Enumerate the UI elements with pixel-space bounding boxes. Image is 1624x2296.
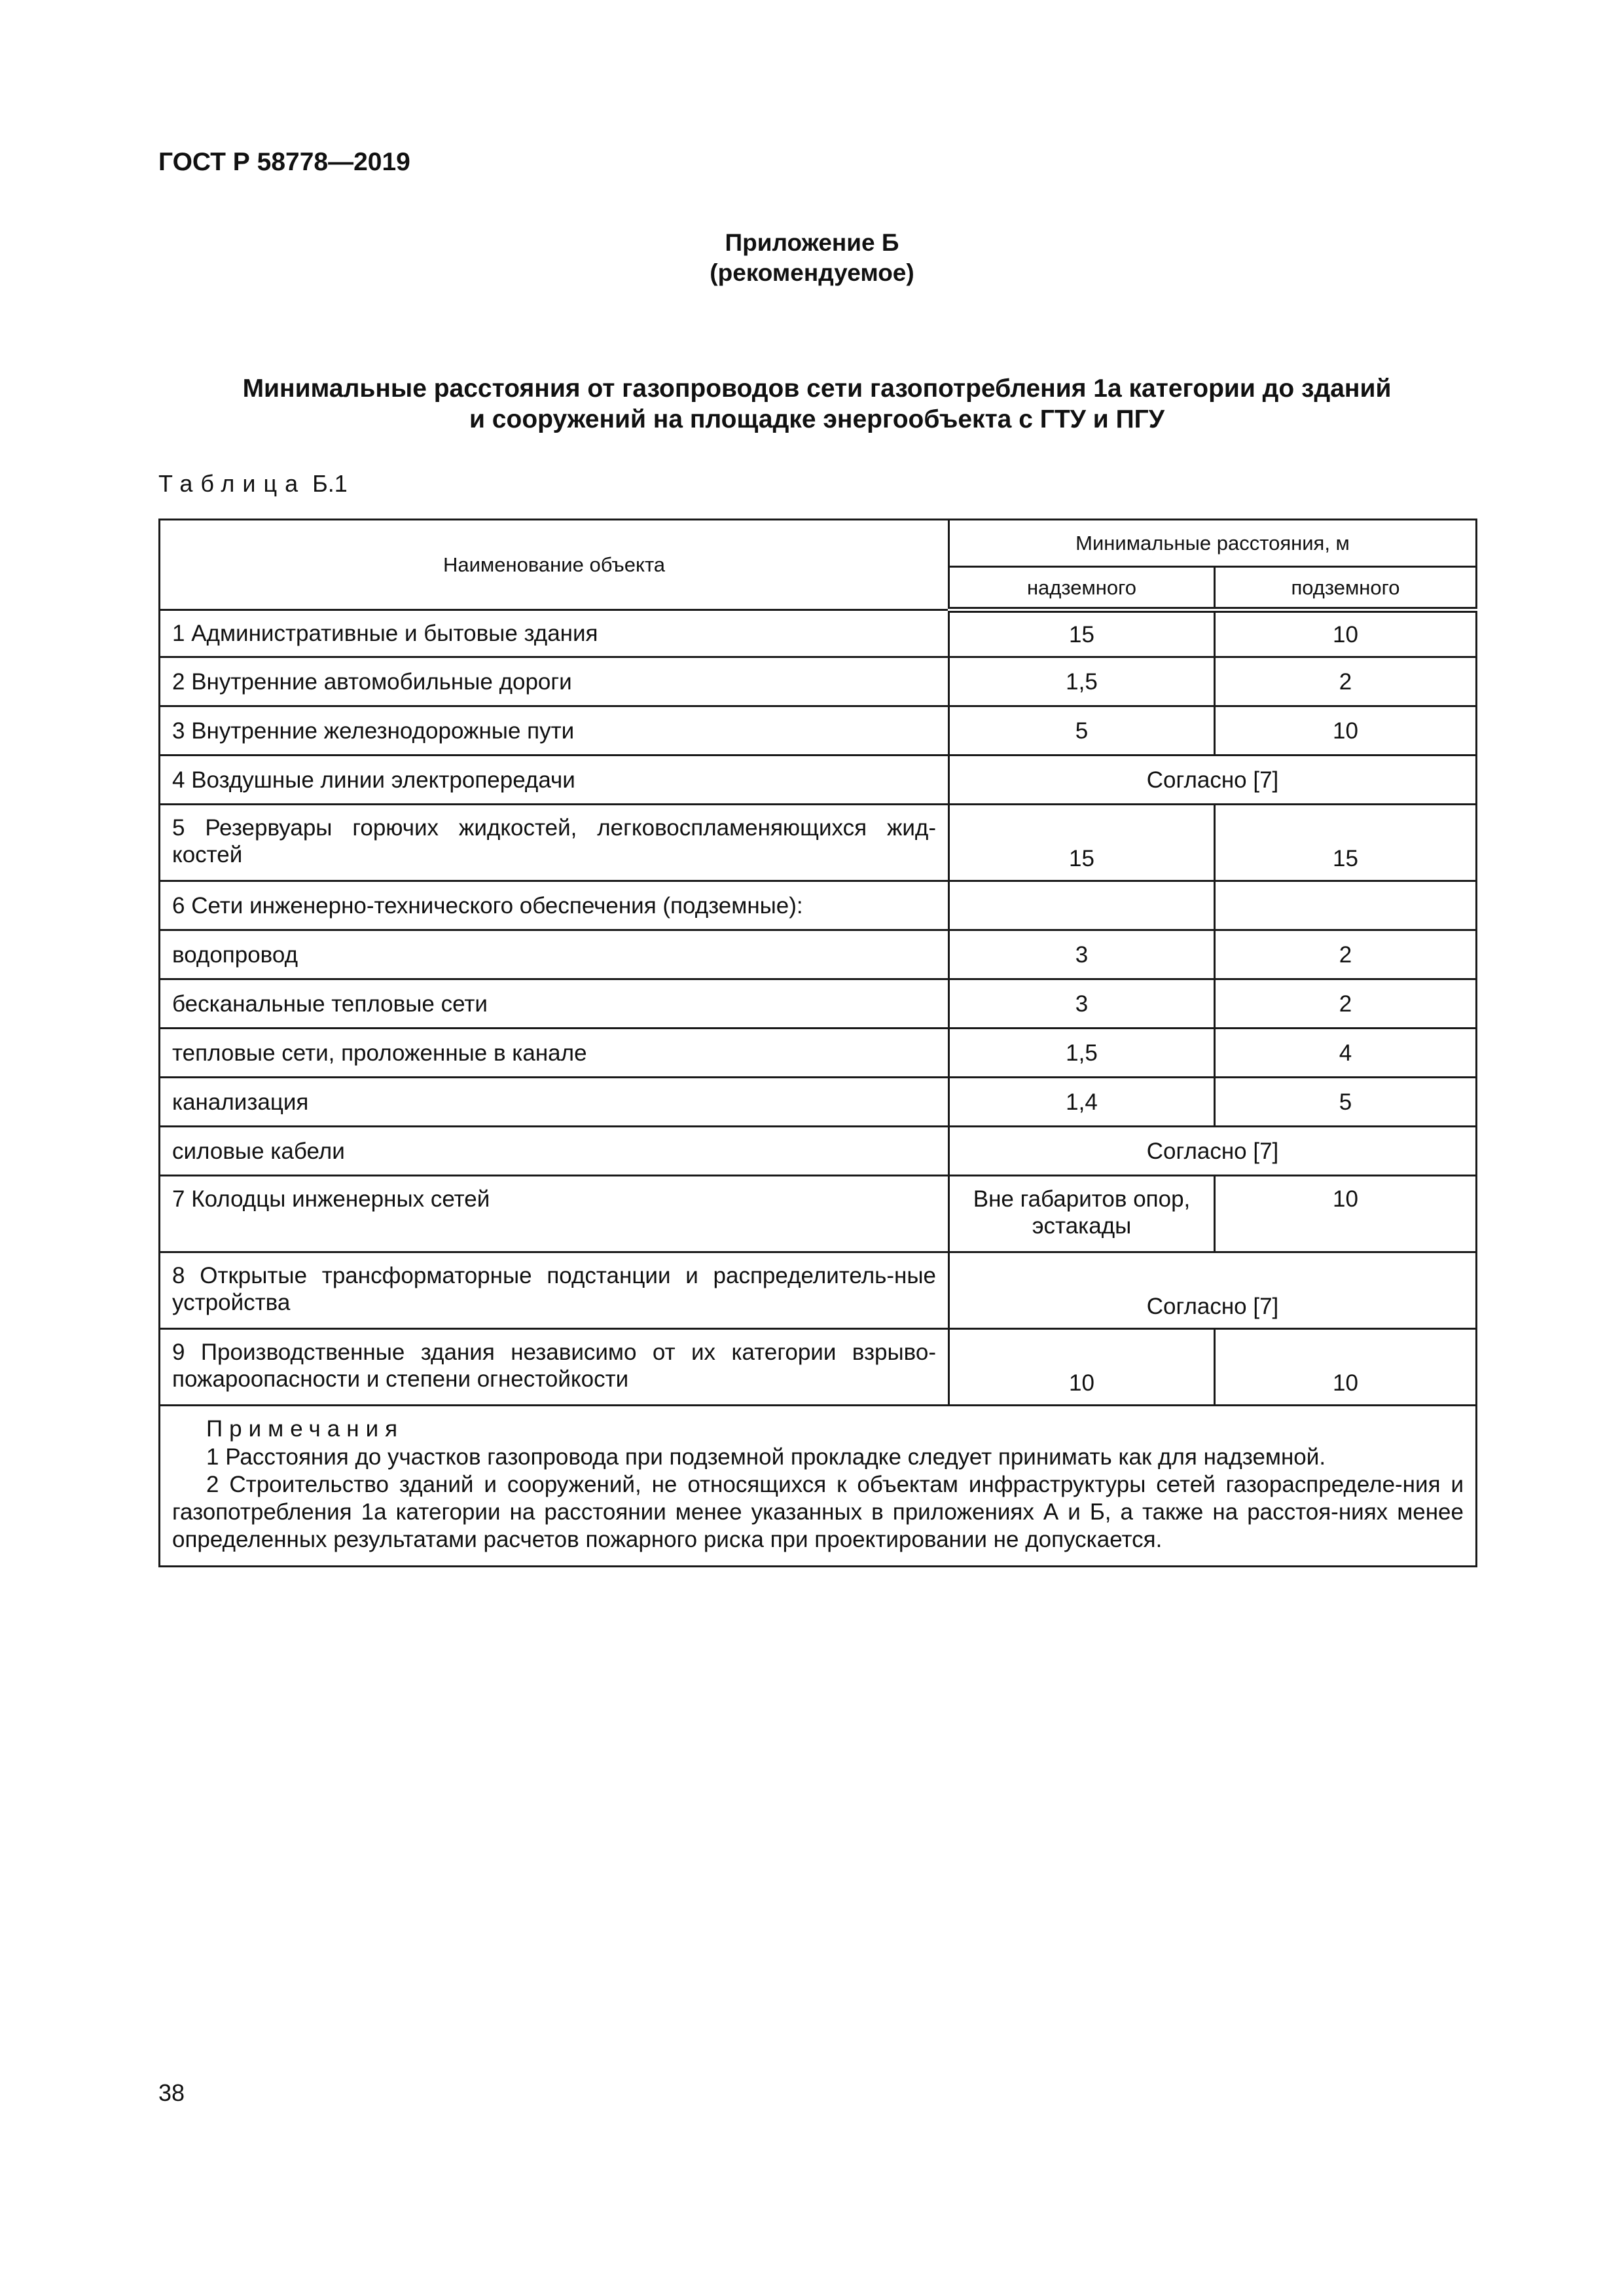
row-above: 3 (949, 979, 1215, 1029)
table-row (160, 1176, 1477, 1252)
distances-table (158, 519, 1477, 1567)
table-row (160, 979, 1477, 1029)
document-code: ГОСТ Р 58778—2019 (158, 148, 410, 176)
header-object-name: Наименование объекта (160, 520, 949, 610)
row-below: 4 (1215, 1029, 1477, 1078)
row-below: 2 (1215, 657, 1477, 706)
notes-title (206, 1415, 1464, 1442)
table-title (158, 373, 1475, 435)
row-below: 2 (1215, 979, 1477, 1029)
row-below: 10 (1215, 610, 1477, 657)
row-above: 1,5 (949, 1029, 1215, 1078)
row-merged-value: Согласно [7] (949, 756, 1477, 805)
row-above: Вне габаритов опор, эстакады (949, 1176, 1215, 1252)
notes (160, 1406, 1477, 1567)
header-above-ground: надземного (949, 567, 1215, 610)
row-below: 10 (1215, 706, 1477, 756)
row-below: 15 (1215, 805, 1477, 881)
row-above: 15 (949, 805, 1215, 881)
row-above: 5 (949, 706, 1215, 756)
row-object: 5 Резервуары горючих жидкостей, легковоспламеняющихся жид-костей (160, 805, 949, 881)
table-row (160, 1078, 1477, 1127)
table-row (160, 805, 1477, 881)
row-above: 1,5 (949, 657, 1215, 706)
row-object: водопровод (160, 930, 949, 979)
notes-title-text: Примечания (206, 1416, 405, 1442)
table-row (160, 881, 1477, 930)
table-title-line-1: Минимальные расстояния от газопроводов сети газопотребления 1а категории до зданий (242, 374, 1392, 403)
row-below: 2 (1215, 930, 1477, 979)
row-object: 1 Административные и бытовые здания (160, 610, 949, 657)
table-row (160, 756, 1477, 805)
row-merged-value: Согласно [7] (949, 1252, 1477, 1329)
row-object: 7 Колодцы инженерных сетей (160, 1176, 949, 1252)
row-object: 3 Внутренние железнодорожные пути (160, 706, 949, 756)
row-above: 10 (949, 1329, 1215, 1406)
table-row (160, 1029, 1477, 1078)
table-caption-number: Б.1 (312, 470, 348, 497)
annex-heading (0, 228, 1624, 288)
row-below: 10 (1215, 1329, 1477, 1406)
row-above (949, 881, 1215, 930)
table-row (160, 610, 1477, 657)
header-below-ground: подземного (1215, 567, 1477, 610)
table-row (160, 1127, 1477, 1176)
table-row (160, 930, 1477, 979)
header-min-distances: Минимальные расстояния, м (949, 520, 1477, 567)
row-object: 4 Воздушные линии электропередачи (160, 756, 949, 805)
row-above: 3 (949, 930, 1215, 979)
table-row (160, 1329, 1477, 1406)
header-row-1 (160, 520, 1477, 567)
table-title-line-2: и сооружений на площадке энергообъекта с ГТУ и ПГУ (469, 405, 1164, 433)
row-object: канализация (160, 1078, 949, 1127)
row-object: силовые кабели (160, 1127, 949, 1176)
row-below (1215, 881, 1477, 930)
row-object: тепловые сети, проложенные в канале (160, 1029, 949, 1078)
table-caption-word: Таблица (158, 470, 306, 497)
row-object: 2 Внутренние автомобильные дороги (160, 657, 949, 706)
row-object: 8 Открытые трансформаторные подстанции и распределитель-ные устройства (160, 1252, 949, 1329)
note-item: 1 Расстояния до участков газопровода при подземной прокладке следует принимать как для надземной. (206, 1444, 1326, 1470)
row-below: 5 (1215, 1078, 1477, 1127)
row-merged-value: Согласно [7] (949, 1127, 1477, 1176)
table-row (160, 706, 1477, 756)
row-object: бесканальные тепловые сети (160, 979, 949, 1029)
table-row (160, 657, 1477, 706)
note-item: 2 Строительство зданий и сооружений, не относящихся к объектам инфраструктуры сетей газораспределе-ния и газопотребления 1а категории на расстоянии менее указанных в приложениях А и Б, а также на расстоя-ниях менее определенных результатами расчетов пожарного риска при проектировании не допускается. (172, 1472, 1464, 1552)
row-below: 10 (1215, 1176, 1477, 1252)
row-above: 15 (949, 610, 1215, 657)
row-above: 1,4 (949, 1078, 1215, 1127)
annex-status: (рекомендуемое) (710, 259, 914, 286)
notes-row (160, 1406, 1477, 1567)
row-object: 6 Сети инженерно-технического обеспечения (подземные): (160, 881, 949, 930)
table-row (160, 1252, 1477, 1329)
annex-title: Приложение Б (725, 229, 899, 256)
table-caption (158, 470, 348, 498)
row-object: 9 Производственные здания независимо от их категории взрыво-пожароопасности и степени огнестойкости (160, 1329, 949, 1406)
page-number: 38 (158, 2079, 185, 2106)
